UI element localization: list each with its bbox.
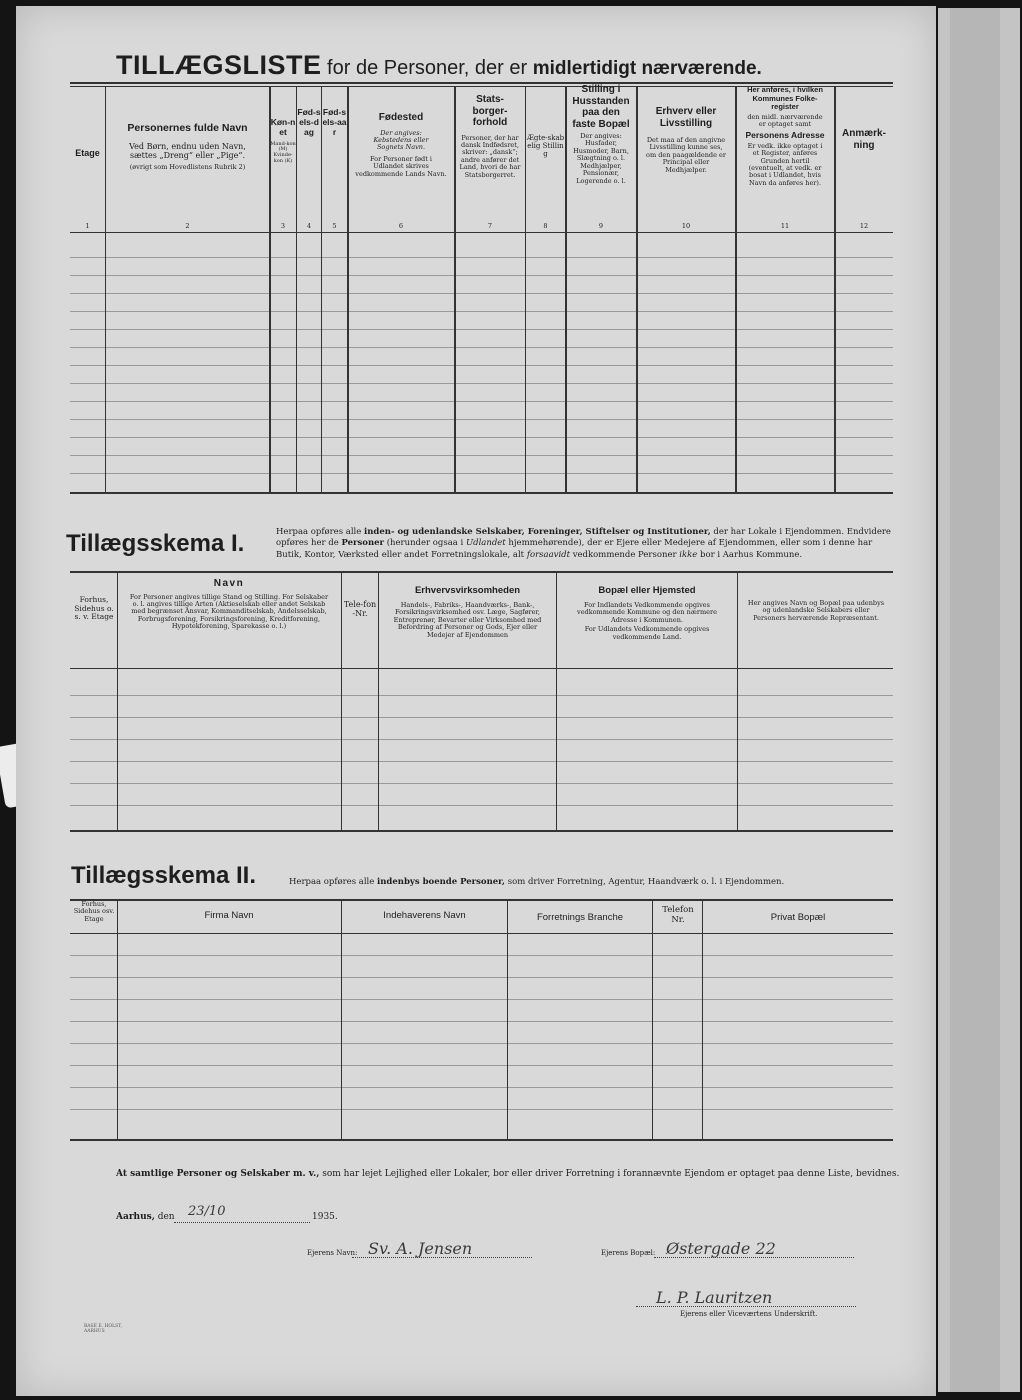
skema2-col-firm: Firma Navn	[204, 910, 254, 921]
footer-date-line: Aarhus, den	[116, 1212, 175, 1222]
skema1-col-phone: Tele-fon-Nr.	[343, 600, 377, 619]
skema2-col-owner: Indehaverens Navn	[383, 910, 466, 921]
list-col-address: Her anføres, i hvilken Kommunes Folke-register den midl. nærværende er optaget samt Personens Adresse Er vedk. ikke optaget i et Register, anføres Grunden hertil (eventuelt, at vedk. er bosat i Udlandet, hvis Navn da anføres her). 11	[745, 85, 825, 230]
skema1-col-residence: Bopæl eller Hjemsted For Indlandets Vedkommende opgives vedkommende Kommune og den nærmere Adresse i Kommunen. For Udlandets Vedkommende opgives vedkommende Land.	[577, 585, 717, 641]
list-title-mid: for de Personer, der er	[321, 57, 533, 79]
list-title-big: TILLÆGSLISTE	[116, 50, 322, 80]
skema2-col-etage: Forhus, Sidehus osv. Etage	[73, 900, 115, 923]
signature-label: Ejerens eller Viceværtens Underskrift.	[680, 1310, 818, 1318]
skema2-title: Tillægsskema II.	[71, 862, 256, 889]
owner-address-label: Ejerens Bopæl:	[601, 1249, 656, 1257]
list-col-birthyear: Fød-sels-aar 5	[322, 107, 347, 230]
list-col-name: Personernes fulde Navn Ved Børn, endnu uden Navn, sættes „Dreng“ eller „Pige“. (øvrigt som Hovedlistens Rubrik 2) 2	[127, 122, 248, 230]
signature-value: L. P. Lauritzen	[656, 1288, 773, 1307]
skema1-col-representative: Her angives Navn og Bopæl paa udenbys og udenlandske Selskabers eller Personers herværende Repræsentant.	[747, 599, 885, 622]
list-col-marital: Ægte-skabelig Stilling 8	[526, 134, 565, 230]
skema1-title: Tillægsskema I.	[66, 530, 245, 557]
list-col-gender: Køn-net Mand-kon (M) Kvinde-kon (K) 3	[270, 117, 296, 230]
list-col-citizenship: Stats-borger-forhold Personer, der har dansk Indfødsret, skriver: „dansk“; andre anfører det Land, hvori de har Statsborgerret. 7	[459, 94, 521, 230]
list-col-occupation: Erhverv eller Livsstilling Det maa af den angivne Livsstilling kunne ses, om den paagældende er Principal eller Medhjælper. 10	[646, 106, 726, 230]
footer-statement: At samtlige Personer og Selskaber m. v., som har lejet Lejlighed eller Lokaler, bor eller driver Forretning i forannævnte Ejendom er optaget paa denne Liste, bevidnes.	[116, 1169, 900, 1179]
skema1-col-etage: Forhus, Sidehus o. s. v. Etage	[74, 595, 114, 622]
skema1-description: Herpaa opføres alle inden- og udenlandske Selskaber, Foreninger, Stiftelser og Institutioner, der har Lokale i Ejendommen. Endvidere opføres her de Personer (herunder ogsaa i Udlandet hjemmehørende), der er Ejere eller Medejere af Ejendommen, eller som i denne har Butik, Kontor, Værksted eller andet Forretningslokale, alt forsaavidt vedkommende Personer ikke bor i Aarhus Kommune.	[276, 527, 891, 560]
skema2-col-branch: Forretnings Branche	[536, 912, 624, 923]
document-page	[16, 6, 936, 1396]
skema1-col-business: Erhvervsvirksomheden Handels-, Fabriks-, Haandværks-, Bank-, Forsikringsvirksomhed osv. Læge, Sagfører, Entreprenør, Bevarter eller Virksomhed med Befordring af Personer og Gods, Ejer eller Medejer af Ejendommen	[393, 585, 542, 639]
owner-name-value: Sv. A. Jensen	[368, 1239, 473, 1258]
owner-address-value: Østergade 22	[666, 1239, 776, 1258]
list-title-bold: midlertidigt nærværende.	[532, 58, 762, 79]
list-col-birthplace: Fødested Der angives: Kebstedens eller Sognets Navn. For Personer født i Udlandet skrives vedkommende Lands Navn. 6	[355, 112, 447, 230]
list-col-etage: Etage 1	[75, 148, 100, 230]
printer-imprint: BASE E. HOLST, AARHUS	[84, 1324, 122, 1335]
list-col-remark: Anmærk-ning 12	[842, 128, 886, 230]
skema2-col-phone: Telefon Nr.	[662, 905, 694, 925]
owner-name-label: Ejerens Navn:	[307, 1249, 358, 1257]
list-col-household: Stilling i Husstanden paa den faste Bopæl Der angives: Husfader, Husmoder, Barn, Slægtning o. l. Medhjælper, Pensionær, Logerende o. l. 9	[572, 84, 630, 230]
skema2-col-address: Privat Bopæl	[770, 912, 826, 923]
skema1-col-name: Navn For Personer angives tillige Stand og Stilling. For Selskaber o. l. angives tillige Arten (Aktieselskab eller andet Selskab med begrænset Ansvar, Kommanditselskab, Andelsselskab, Forbrugsforening, Forsikringsforening, Kreditforening, Hypotekforening, Sparekasse o. l.)	[129, 578, 329, 631]
footer-year: 1935.	[312, 1212, 338, 1222]
list-col-birthday: Fød-sels-dag 4	[297, 107, 321, 230]
list-title	[116, 50, 762, 81]
footer-date-value: 23/10	[188, 1204, 226, 1219]
skema2-description: Herpaa opføres alle indenbys boende Personer, som driver Forretning, Agentur, Haandværk o. l. i Ejendommen.	[289, 877, 785, 887]
adjacent-page-strip	[938, 8, 1020, 1392]
